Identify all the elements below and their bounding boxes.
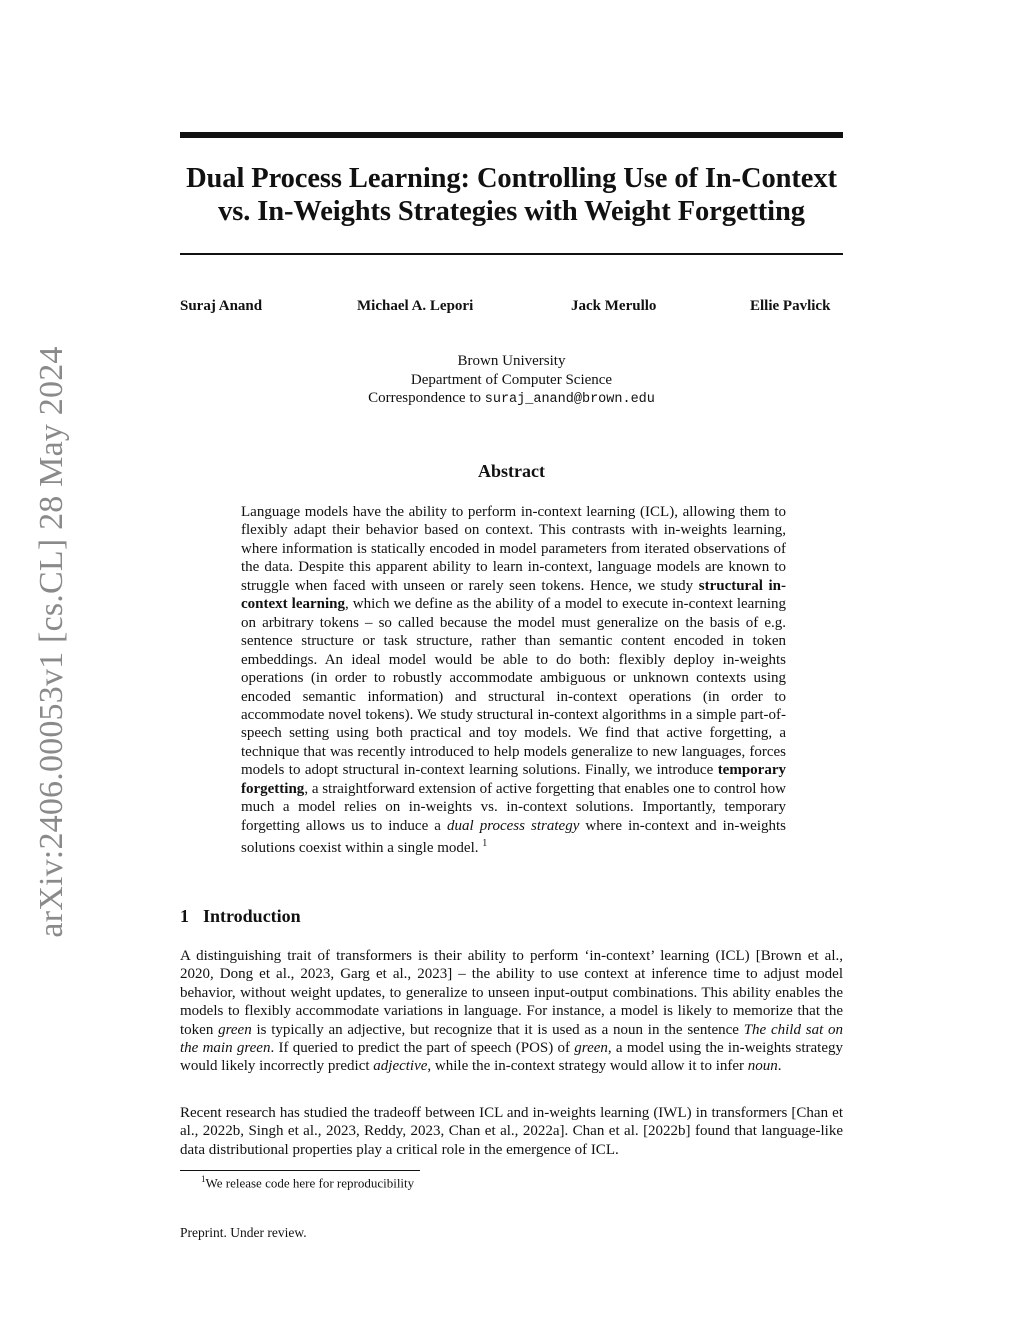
footnote-marker[interactable]: 1	[482, 838, 488, 850]
emphasis-text: green	[574, 1040, 608, 1057]
footnote-number: 1	[201, 1174, 206, 1184]
author-name: Suraj Anand	[180, 298, 263, 314]
footnote-text: We release code here for reproducibility	[205, 1175, 415, 1191]
footnote-rule	[180, 1170, 420, 1171]
title-line-1: Dual Process Learning: Controlling Use of In-Context	[186, 163, 837, 194]
abstract-text: , a straightforward extension of active forgetting that enables one to control how much a model relies on in-weights vs. in-context solutions. Importantly, temporary forgetting allows us to induce a	[241, 780, 786, 834]
affiliation-university: Brown University	[457, 353, 566, 369]
abstract-text: , which we define as the ability of a model to execute in-context learning on arbitrary tokens – so called because the model must generalize on the basis of e.g. sentence structure or task structure, rather than semantic content encoded in token embeddings. An ideal model would be able to do both: flexibly deploy in-weights operations (in order to robustly accommodate ambiguous or unknown contexts using encoded semantic information) and structural in-context operations (in order to accommodate novel tokens). We study structural in-context algorithms in a simple part-of-speech setting using both practical and toy models. We find that active forgetting, a technique that was recently introduced to help models generalize to new languages, forces models to adopt structural in-context learning solutions. Finally, we introduce	[241, 596, 787, 779]
emphasis-text: noun	[747, 1058, 778, 1075]
paragraph-text: is typically an adjective, but recognize that it is used as a noun in the sentence	[251, 1021, 744, 1038]
abstract-heading: Abstract	[478, 461, 545, 481]
affiliation-department: Department of Computer Science	[410, 371, 613, 388]
author-name: Ellie Pavlick	[750, 298, 831, 314]
abstract-term-structural-icl: structural in-context learning	[241, 577, 786, 613]
emphasis-text: adjective	[373, 1058, 428, 1075]
abstract-term-temporary-forgetting: temporary forgetting	[241, 762, 786, 797]
abstract-text: Language models have the ability to perform in-context learning (ICL), allowing them to flexibly adapt their behavior based on context. This contrasts with in-weights learning, where information is statically encoded in model parameters from iterated observations of the data. Despite this apparent ability to learn in-context, language models are known to struggle when faced with unseen or rarely seen tokens. Hence, we study	[241, 504, 786, 594]
preprint-notice: Preprint. Under review.	[180, 1225, 307, 1240]
intro-paragraph-1	[180, 947, 843, 1076]
paragraph-text: , while the in-context strategy would allow it to infer	[427, 1058, 748, 1075]
correspondence-email[interactable]: suraj_anand@brown.edu	[484, 392, 655, 407]
paragraph-text: , a model using the in-weights strategy would likely incorrectly predict	[180, 1040, 843, 1075]
title-top-rule	[180, 132, 843, 138]
footnote	[201, 1174, 414, 1191]
correspondence-prefix: Correspondence to	[368, 390, 481, 406]
paragraph-text: .	[777, 1058, 782, 1075]
author-list	[180, 298, 843, 318]
emphasis-text: The child sat on the main green	[180, 1021, 843, 1057]
paragraph-text: . If queried to predict the part of speech (POS) of	[270, 1040, 575, 1057]
emphasis-text: green	[218, 1021, 252, 1038]
section-title: Introduction	[203, 906, 301, 926]
section-number: 1	[180, 906, 189, 926]
intro-paragraph-2: Recent research has studied the tradeoff between ICL and in-weights learning (IWL) in transformers [Chan et al., 2022b, Singh et al., 2023, Reddy, 2023, Chan et al., 2022a]. Chan et al. [2022b] found that language-like data distributional properties play a critical role in the emergence of ICL.	[180, 1105, 843, 1158]
arxiv-identifier-stamp: arXiv:2406.00053v1 [cs.CL] 28 May 2024	[33, 346, 70, 938]
author-name: Michael A. Lepori	[357, 298, 474, 314]
author-name: Jack Merullo	[571, 298, 657, 314]
abstract-text: where in-context and in-weights solutions coexist within a single model.	[241, 817, 786, 857]
paragraph-text: A distinguishing trait of transformers is their ability to perform ‘in-context’ learning (ICL) [Brown et al., 2020, Dong et al., 2023, Garg et al., 2023] – the ability to use context at inference time to adjust model behavior, without weight updates, to generalize to unseen input-output combinations. This ability enables the models to flexibly accommodate variations in language. For instance, a model is likely to memorize that the token	[180, 948, 843, 1038]
section-heading-introduction	[180, 906, 301, 927]
abstract-body	[241, 503, 786, 858]
title-bottom-rule	[180, 253, 843, 255]
title-line-2: vs. In-Weights Strategies with Weight Forgetting	[218, 196, 805, 227]
abstract-term-dual-process: dual process strategy	[446, 817, 580, 834]
correspondence-line	[180, 389, 843, 410]
paper-title	[160, 162, 863, 228]
affiliation-block	[180, 352, 843, 410]
